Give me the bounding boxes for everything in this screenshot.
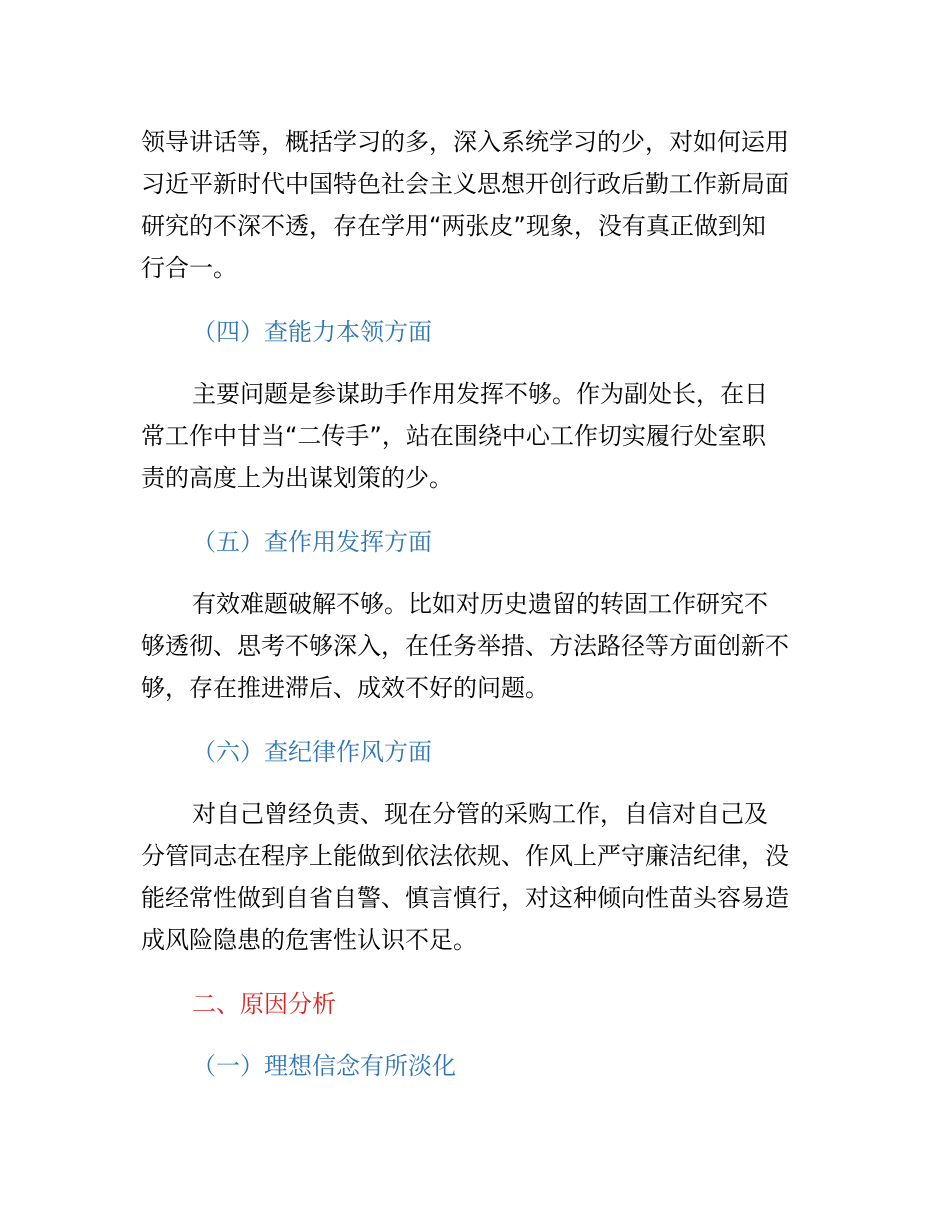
paragraph-line: 有效难题破解不够。比如对历史遗留的转固工作研究不 (192, 590, 768, 618)
paragraph-line: 能经常性做到自省自警、慎言慎行，对这种倾向性苗头容易造 (141, 884, 789, 912)
paragraph-line: 够，存在推进滞后、成效不好的问题。 (141, 674, 549, 702)
section-title-2: 二、原因分析 (192, 990, 336, 1018)
paragraph-line: 责的高度上为出谋划策的少。 (141, 464, 453, 492)
paragraph-line: 领导讲话等，概括学习的多，深入系统学习的少，对如何运用 (141, 128, 789, 156)
section-heading-6: （六）查纪律作风方面 (192, 738, 432, 766)
paragraph-line: 分管同志在程序上能做到依法依规、作风上严守廉洁纪律，没 (141, 842, 789, 870)
section-heading-5: （五）查作用发挥方面 (192, 528, 432, 556)
paragraph-line: 研究的不深不透，存在学用“两张皮”现象，没有真正做到知 (141, 212, 766, 240)
section-heading-4: （四）查能力本领方面 (192, 318, 432, 346)
paragraph-line: 主要问题是参谋助手作用发挥不够。作为副处长，在日 (192, 380, 768, 408)
paragraph-line: 常工作中甘当“二传手”，站在围绕中心工作切实履行处室职 (141, 422, 766, 450)
paragraph-line: 对自己曾经负责、现在分管的采购工作，自信对自己及 (192, 800, 768, 828)
paragraph-line: 成风险隐患的危害性认识不足。 (141, 926, 477, 954)
paragraph-line: 够透彻、思考不够深入，在任务举措、方法路径等方面创新不 (141, 632, 789, 660)
sub-heading-2-1: （一）理想信念有所淡化 (192, 1052, 456, 1080)
paragraph-line: 习近平新时代中国特色社会主义思想开创行政后勤工作新局面 (141, 170, 789, 198)
paragraph-line: 行合一。 (141, 254, 237, 282)
